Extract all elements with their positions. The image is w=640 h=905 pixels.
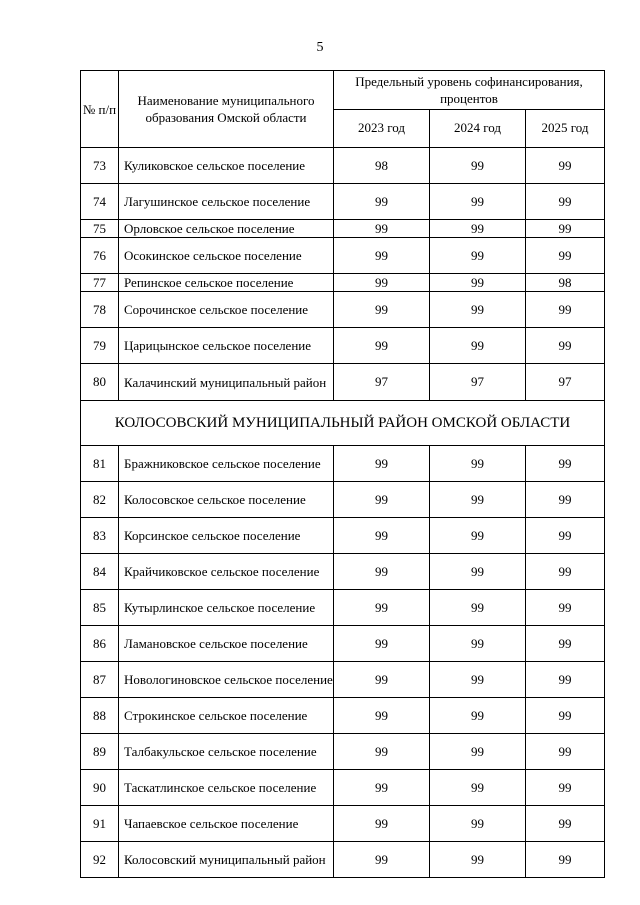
value-2024: 99 (430, 148, 526, 184)
value-2024: 97 (430, 364, 526, 401)
value-2023: 99 (334, 274, 430, 292)
value-2025: 99 (526, 662, 605, 698)
header-year-2023: 2023 год (334, 109, 430, 148)
value-2023: 99 (334, 184, 430, 220)
row-name: Кутырлинское сельское поселение (119, 590, 334, 626)
table-row (81, 274, 605, 292)
value-2025: 99 (526, 184, 605, 220)
row-number: 77 (81, 274, 119, 292)
value-2023: 99 (334, 328, 430, 364)
value-2023: 99 (334, 554, 430, 590)
value-2023: 99 (334, 662, 430, 698)
value-2025: 99 (526, 770, 605, 806)
value-2024: 99 (430, 698, 526, 734)
value-2025: 99 (526, 698, 605, 734)
row-number: 82 (81, 482, 119, 518)
row-number: 75 (81, 220, 119, 238)
table-row (81, 806, 605, 842)
value-2023: 99 (334, 698, 430, 734)
value-2025: 99 (526, 590, 605, 626)
row-name: Колосовское сельское поселение (119, 482, 334, 518)
row-number: 81 (81, 446, 119, 482)
value-2025: 99 (526, 482, 605, 518)
row-number: 85 (81, 590, 119, 626)
value-2024: 99 (430, 806, 526, 842)
value-2025: 99 (526, 554, 605, 590)
value-2023: 99 (334, 518, 430, 554)
row-name: Таскатлинское сельское поселение (119, 770, 334, 806)
value-2025: 99 (526, 446, 605, 482)
value-2025: 99 (526, 734, 605, 770)
value-2025: 99 (526, 328, 605, 364)
value-2025: 99 (526, 518, 605, 554)
value-2024: 99 (430, 590, 526, 626)
value-2024: 99 (430, 842, 526, 878)
value-2025: 99 (526, 238, 605, 274)
row-name: Ламановское сельское поселение (119, 626, 334, 662)
value-2023: 99 (334, 590, 430, 626)
row-name: Колосовский муниципальный район (119, 842, 334, 878)
row-number: 84 (81, 554, 119, 590)
table-row (81, 626, 605, 662)
value-2024: 99 (430, 274, 526, 292)
page-number: 5 (316, 40, 324, 55)
row-number: 76 (81, 238, 119, 274)
header-year-2025: 2025 год (526, 109, 605, 148)
row-number: 87 (81, 662, 119, 698)
value-2024: 99 (430, 626, 526, 662)
value-2024: 99 (430, 554, 526, 590)
row-number: 73 (81, 148, 119, 184)
value-2024: 99 (430, 482, 526, 518)
table-row (81, 842, 605, 878)
cofinancing-table (80, 70, 605, 878)
value-2025: 98 (526, 274, 605, 292)
table-row (81, 518, 605, 554)
row-name: Строкинское сельское поселение (119, 698, 334, 734)
section-row (81, 401, 605, 446)
value-2024: 99 (430, 220, 526, 238)
rows-group-b (81, 446, 605, 878)
value-2023: 99 (334, 770, 430, 806)
row-name: Орловское сельское поселение (119, 220, 334, 238)
value-2024: 99 (430, 770, 526, 806)
value-2025: 99 (526, 148, 605, 184)
table-row (81, 554, 605, 590)
row-number: 80 (81, 364, 119, 401)
table-row (81, 734, 605, 770)
value-2025: 97 (526, 364, 605, 401)
row-name: Чапаевское сельское поселение (119, 806, 334, 842)
table-row (81, 590, 605, 626)
rows-group-a (81, 148, 605, 401)
value-2023: 98 (334, 148, 430, 184)
row-name: Новологиновское сельское поселение (119, 662, 334, 698)
value-2025: 99 (526, 806, 605, 842)
value-2023: 99 (334, 482, 430, 518)
value-2023: 99 (334, 292, 430, 328)
row-number: 83 (81, 518, 119, 554)
value-2023: 99 (334, 806, 430, 842)
table-row (81, 770, 605, 806)
value-2023: 99 (334, 446, 430, 482)
row-number: 79 (81, 328, 119, 364)
row-number: 74 (81, 184, 119, 220)
section-title: КОЛОСОВСКИЙ МУНИЦИПАЛЬНЫЙ РАЙОН ОМСКОЙ ОБЛАСТИ (81, 401, 605, 446)
value-2023: 99 (334, 238, 430, 274)
row-name: Репинское сельское поселение (119, 274, 334, 292)
row-name: Осокинское сельское поселение (119, 238, 334, 274)
row-number: 92 (81, 842, 119, 878)
value-2024: 99 (430, 184, 526, 220)
value-2023: 99 (334, 842, 430, 878)
value-2023: 99 (334, 734, 430, 770)
row-name: Крайчиковское сельское поселение (119, 554, 334, 590)
table-row (81, 482, 605, 518)
table-row (81, 184, 605, 220)
value-2024: 99 (430, 734, 526, 770)
table-row (81, 292, 605, 328)
row-number: 91 (81, 806, 119, 842)
table-row (81, 446, 605, 482)
table-row (81, 662, 605, 698)
row-number: 86 (81, 626, 119, 662)
row-name: Бражниковское сельское поселение (119, 446, 334, 482)
value-2025: 99 (526, 842, 605, 878)
header-num: № п/п (81, 71, 119, 148)
value-2024: 99 (430, 662, 526, 698)
row-number: 89 (81, 734, 119, 770)
value-2023: 99 (334, 220, 430, 238)
row-name: Талбакульское сельское поселение (119, 734, 334, 770)
header-year-2024: 2024 год (430, 109, 526, 148)
row-name: Куликовское сельское поселение (119, 148, 334, 184)
value-2024: 99 (430, 518, 526, 554)
value-2024: 99 (430, 446, 526, 482)
table-row (81, 238, 605, 274)
table-row (81, 220, 605, 238)
value-2025: 99 (526, 626, 605, 662)
header-name: Наименование муниципального образования Омской области (119, 71, 334, 148)
value-2023: 99 (334, 626, 430, 662)
table-row (81, 148, 605, 184)
row-name: Корсинское сельское поселение (119, 518, 334, 554)
row-name: Царицынское сельское поселение (119, 328, 334, 364)
row-name: Сорочинское сельское поселение (119, 292, 334, 328)
row-number: 88 (81, 698, 119, 734)
value-2025: 99 (526, 220, 605, 238)
value-2024: 99 (430, 238, 526, 274)
value-2025: 99 (526, 292, 605, 328)
row-number: 78 (81, 292, 119, 328)
table-row (81, 364, 605, 401)
table-row (81, 698, 605, 734)
value-2024: 99 (430, 328, 526, 364)
header-level: Предельный уровень софинансирования, процентов (334, 71, 605, 110)
row-name: Лагушинское сельское поселение (119, 184, 334, 220)
value-2024: 99 (430, 292, 526, 328)
table-row (81, 328, 605, 364)
row-name: Калачинский муниципальный район (119, 364, 334, 401)
value-2023: 97 (334, 364, 430, 401)
row-number: 90 (81, 770, 119, 806)
